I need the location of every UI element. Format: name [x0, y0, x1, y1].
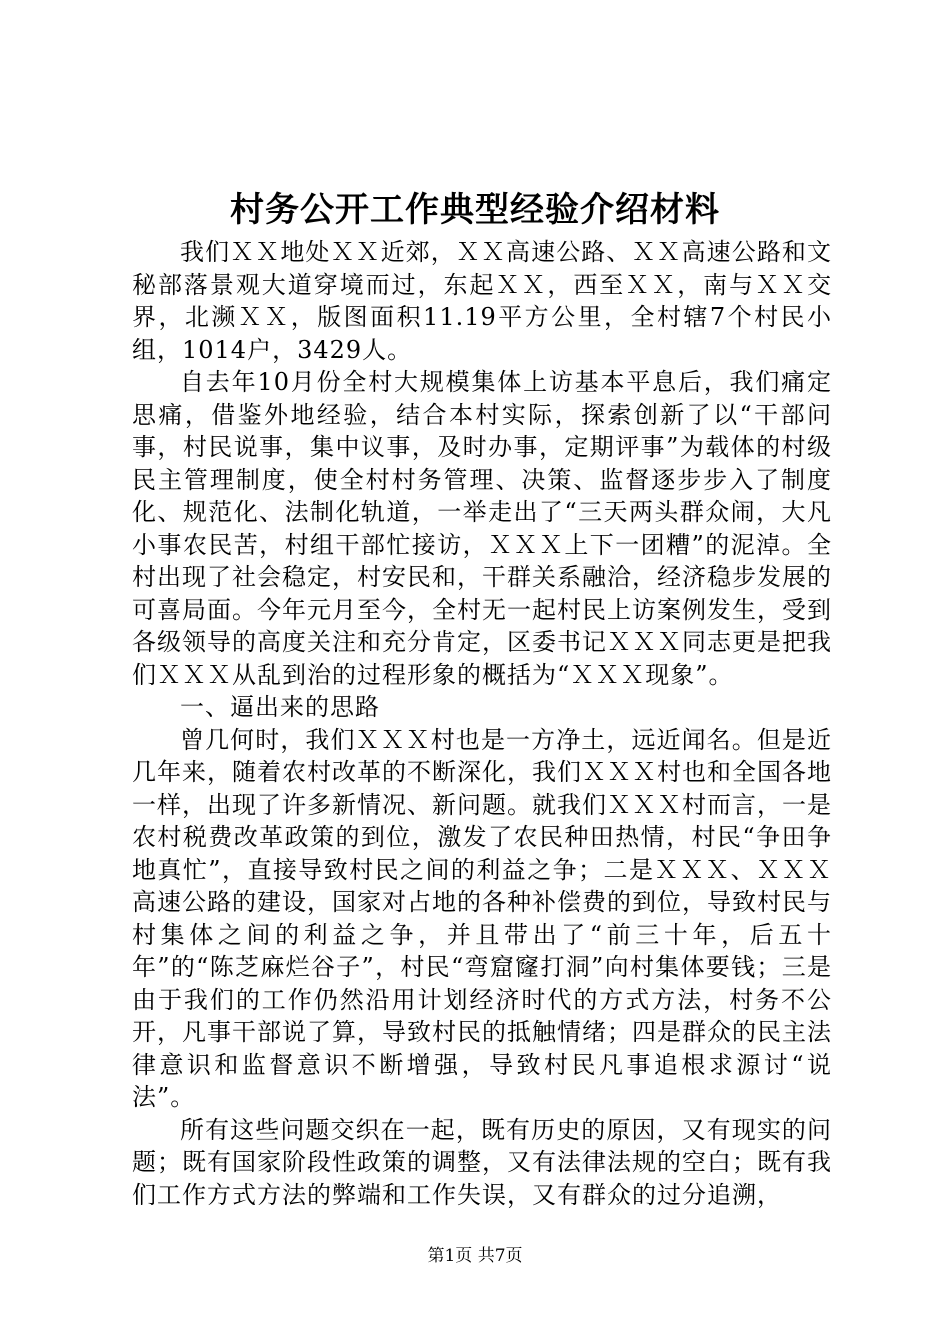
paragraph-intro: 我们ＸＸ地处ＸＸ近郊，ＸＸ高速公路、ＸＸ高速公路和文秘部落景观大道穿境而过，东起ＸＸ，西至ＸＸ，南与ＸＸ交界，北濒ＸＸ，版图面积11.19平方公里，全村辖7个村民小组，1014户，3429人。 — [132, 238, 832, 364]
document-body — [132, 236, 832, 1211]
section-heading: 一、逼出来的思路 — [180, 693, 380, 721]
page-number: 第1页 共7页 — [427, 1246, 523, 1266]
document-title: 村务公开工作典型经验介绍材料 — [230, 190, 720, 230]
paragraph-section1-b: 所有这些问题交织在一起，既有历史的原因，又有现实的问题；既有国家阶段性政策的调整，又有法律法规的空白；既有我们工作方式方法的弊端和工作失误，又有群众的过分追溯， — [132, 1115, 832, 1209]
paragraph-background: 自去年10月份全村大规模集体上访基本平息后，我们痛定思痛，借鉴外地经验，结合本村实际，探索创新了以“干部问事，村民说事，集中议事，及时办事，定期评事”为载体的村级民主管理制度，使全村村务管理、决策、监督逐步步入了制度化、规范化、法制化轨道，一举走出了“三天两头群众闹，大凡小事农民苦，村组干部忙接访，ＸＸＸ上下一团糟”的泥淖。全村出现了社会稳定，村安民和，干群关系融洽，经济稳步发展的可喜局面。今年元月至今，全村无一起村民上访案例发生，受到各级领导的高度关注和充分肯定，区委书记ＸＸＸ同志更是把我们ＸＸＸ从乱到治的过程形象的概括为“ＸＸＸ现象”。 — [132, 368, 832, 689]
paragraph-section1-a: 曾几何时，我们ＸＸＸ村也是一方净土，远近闻名。但是近几年来，随着农村改革的不断深化，我们ＸＸＸ村也和全国各地一样，出现了许多新情况、新问题。就我们ＸＸＸ村而言，一是农村税费改革政策的到位，激发了农民种田热情，村民“争田争地真忙”，直接导致村民之间的利益之争；二是ＸＸＸ、ＸＸＸ高速公路的建设，国家对占地的各种补偿费的到位，导致村民与村集体之间的利益之争，并且带出了“前三十年，后五十年”的“陈芝麻烂谷子”，村民“弯窟窿打洞”向村集体要钱；三是由于我们的工作仍然沿用计划经济时代的方式方法，村务不公开，凡事干部说了算，导致村民的抵触情绪；四是群众的民主法律意识和监督意识不断增强，导致村民凡事追根求源讨“说法”。 — [132, 725, 832, 1111]
